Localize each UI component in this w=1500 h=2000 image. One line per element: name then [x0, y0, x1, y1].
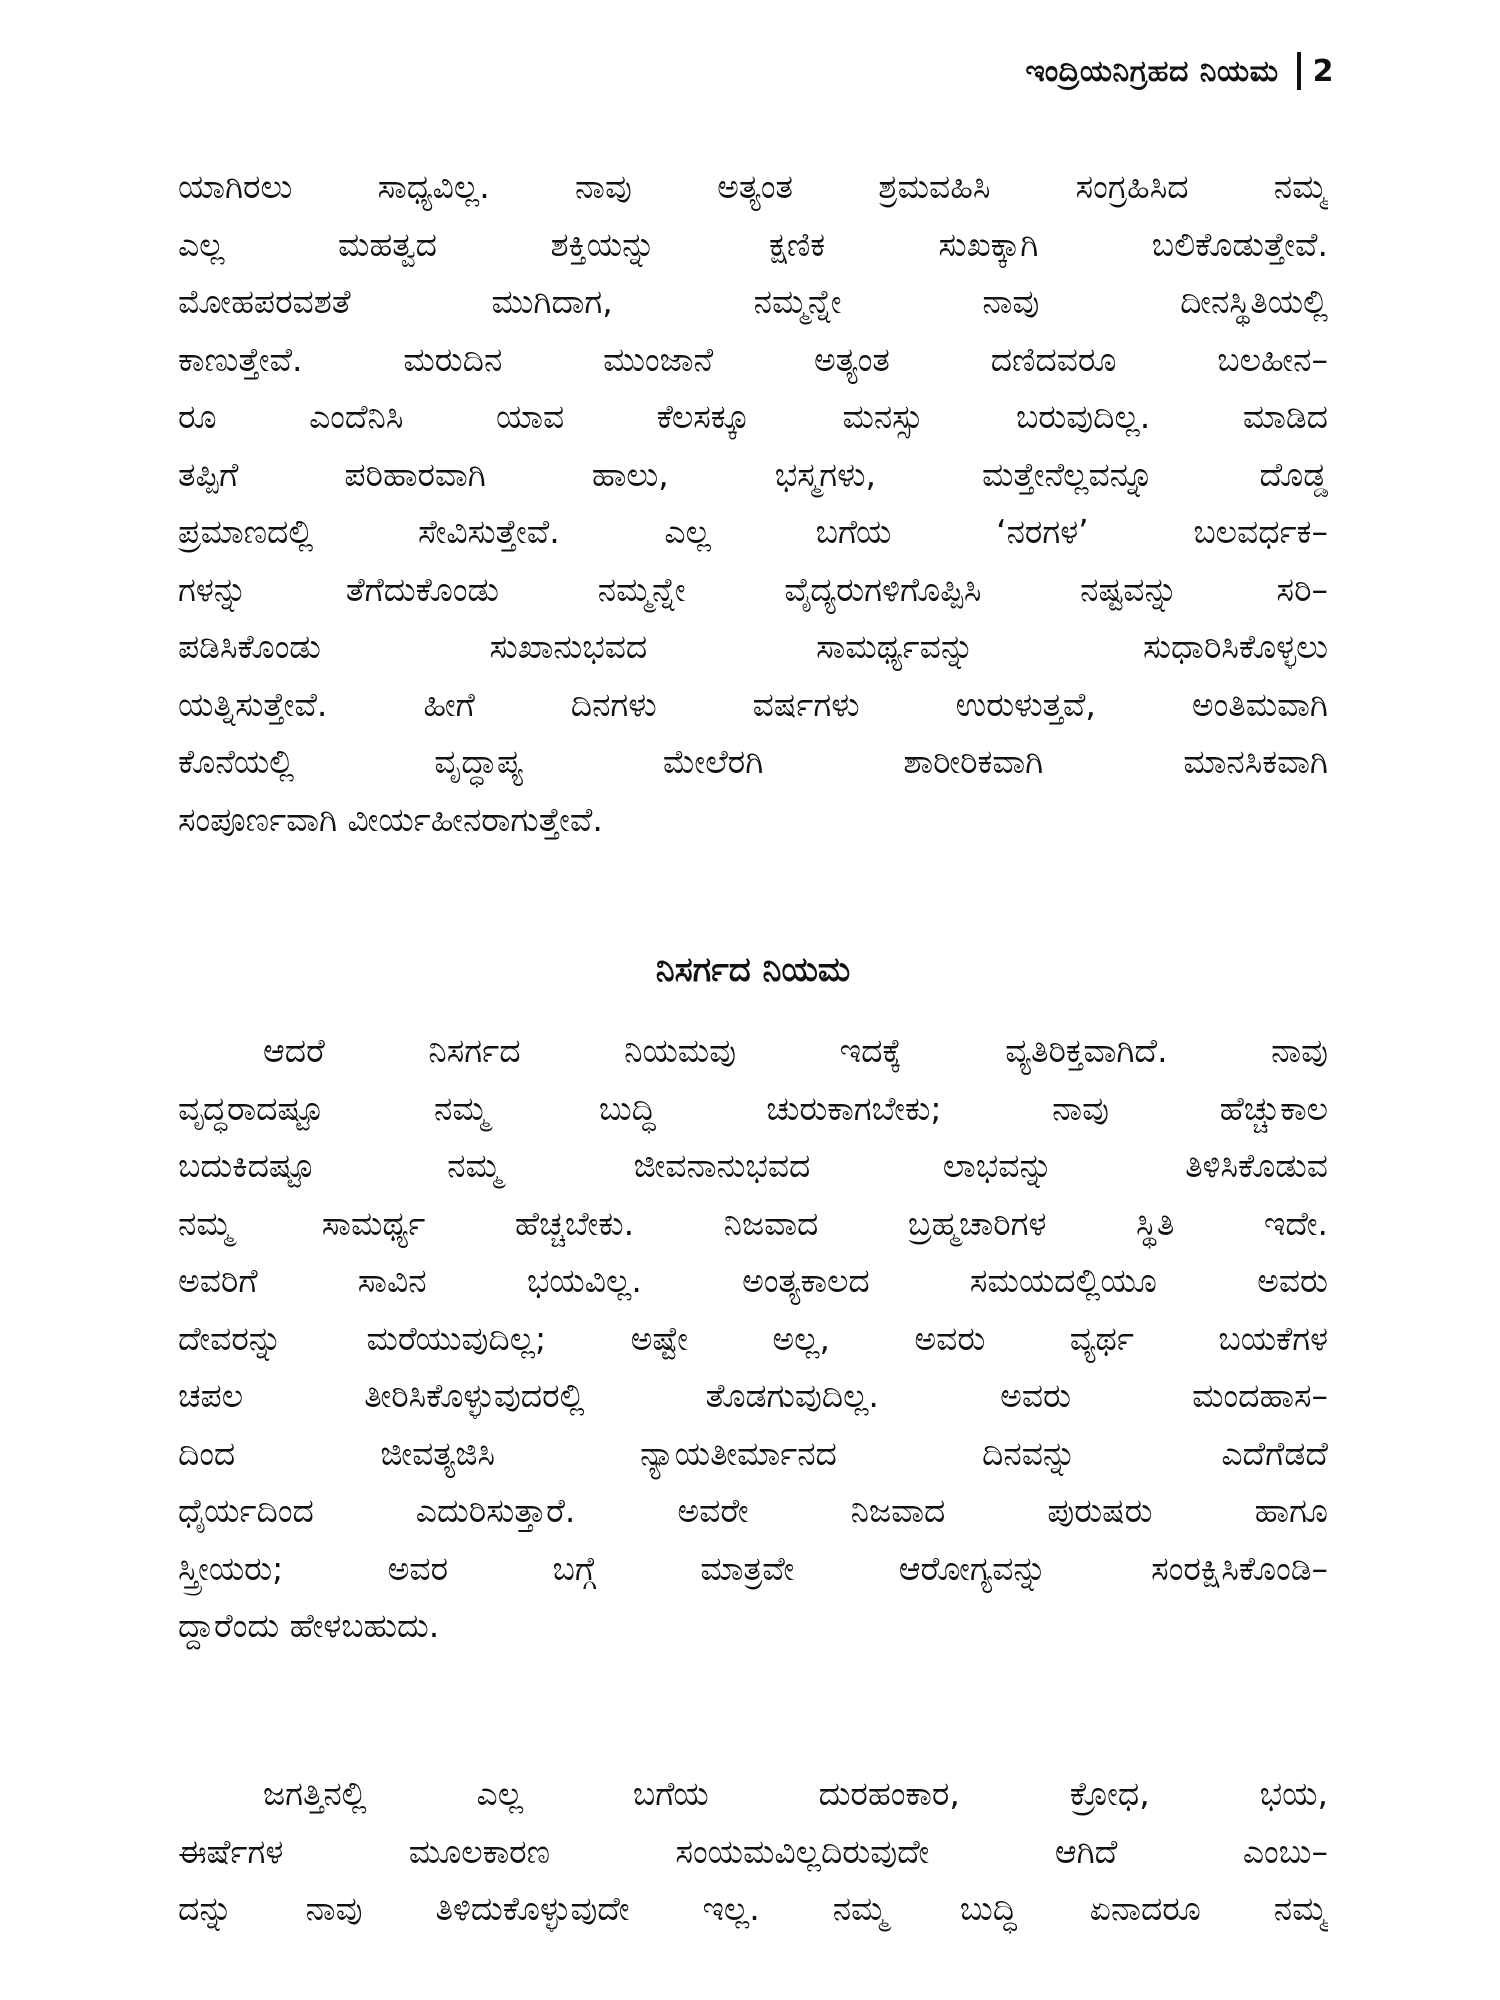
text-line: ಅವರಿಗೆ ಸಾವಿನ ಭಯವಿಲ್ಲ. ಅಂತ್ಯಕಾಲದ ಸಮಯದಲ್ಲಿಯೂ ಅವರು [178, 1261, 1328, 1300]
text-line: ದಿಂದ ಜೀವತ್ಯಜಿಸಿ ನ್ಯಾಯತೀರ್ಮಾನದ ದಿನವನ್ನು ಎದೆಗೆಡದೆ [178, 1433, 1328, 1473]
header-separator [1297, 52, 1301, 90]
text-line: ದ್ದಾರೆಂದು ಹೇಳಬಹುದು. [178, 1606, 440, 1645]
text-line: ರೂ ಎಂದೆನಿಸಿ ಯಾವ ಕೆಲಸಕ್ಕೂ ಮನಸ್ಸು ಬರುವುದಿಲ್ಲ. ಮಾಡಿದ [178, 397, 1328, 436]
text-line: ಆದರೆ ನಿಸರ್ಗದ ನಿಯಮವು ಇದಕ್ಕೆ ವ್ಯತಿರಿಕ್ತವಾಗಿದೆ. ನಾವು [263, 1031, 1328, 1070]
paragraph-3 [178, 1765, 1328, 1938]
page-number: 2 [1312, 53, 1334, 89]
text-line: ಧೈರ್ಯದಿಂದ ಎದುರಿಸುತ್ತಾರೆ. ಅವರೇ ನಿಜವಾದ ಪುರುಷರು ಹಾಗೂ [178, 1491, 1328, 1530]
text-line: ತಪ್ಪಿಗೆ ಪರಿಹಾರವಾಗಿ ಹಾಲು, ಭಸ್ಮಗಳು, ಮತ್ತೇನೆಲ್ಲವನ್ನೂ ದೊಡ್ಡ [178, 454, 1328, 494]
text-line: ನಮ್ಮ ಸಾಮರ್ಥ್ಯ ಹೆಚ್ಚಬೇಕು. ನಿಜವಾದ ಬ್ರಹ್ಮಚಾರಿಗಳ ಸ್ಥಿತಿ ಇದೇ. [178, 1203, 1328, 1243]
chapter-title: ಇಂದ್ರಿಯನಿಗ್ರಹದ ನಿಯಮ [1025, 53, 1279, 89]
running-header [1025, 52, 1334, 90]
section-heading: ನಿಸರ್ಗದ ನಿಯಮ [655, 950, 851, 990]
text-line: ಪ್ರಮಾಣದಲ್ಲಿ ಸೇವಿಸುತ್ತೇವೆ. ಎಲ್ಲ ಬಗೆಯ ‘ನರಗಳ’ ಬಲವರ್ಧಕ– [178, 512, 1328, 551]
text-line: ಗಳನ್ನು ತೆಗೆದುಕೊಂಡು ನಮ್ಮನ್ನೇ ವೈದ್ಯರುಗಳಿಗೊಪ್ಪಿಸಿ ನಷ್ಟವನ್ನು ಸರಿ– [178, 569, 1328, 609]
text-line: ಈರ್ಷೆಗಳ ಮೂಲಕಾರಣ ಸಂಯಮವಿಲ್ಲದಿರುವುದೇ ಆಗಿದೆ ಎಂಬು– [178, 1831, 1328, 1871]
text-line: ಸ್ತ್ರೀಯರು; ಅವರ ಬಗ್ಗೆ ಮಾತ್ರವೇ ಆರೋಗ್ಯವನ್ನು ಸಂರಕ್ಷಿಸಿಕೊಂಡಿ– [178, 1548, 1328, 1588]
text-line: ದೇವರನ್ನು ಮರೆಯುವುದಿಲ್ಲ; ಅಷ್ಟೇ ಅಲ್ಲ, ಅವರು ವ್ಯರ್ಥ ಬಯಕೆಗಳ [178, 1318, 1328, 1358]
paragraph-1 [178, 158, 1328, 848]
text-line: ಮೋಹಪರವಶತೆ ಮುಗಿದಾಗ, ನಮ್ಮನ್ನೇ ನಾವು ದೀನಸ್ಥಿತಿಯಲ್ಲಿ [178, 282, 1328, 321]
text-line: ವೃದ್ಧರಾದಷ್ಟೂ ನಮ್ಮ ಬುದ್ಧಿ ಚುರುಕಾಗಬೇಕು; ನಾವು ಹೆಚ್ಚುಕಾಲ [178, 1088, 1328, 1128]
text-line: ಎಲ್ಲ ಮಹತ್ವದ ಶಕ್ತಿಯನ್ನು ಕ್ಷಣಿಕ ಸುಖಕ್ಕಾಗಿ ಬಲಿಕೊಡುತ್ತೇವೆ. [178, 224, 1328, 264]
text-line: ಬದುಕಿದಷ್ಟೂ ನಮ್ಮ ಜೀವನಾನುಭವದ ಲಾಭವನ್ನು ತಿಳಿಸಿಕೊಡುವ [178, 1146, 1328, 1185]
text-line: ಯತ್ನಿಸುತ್ತೇವೆ. ಹೀಗೆ ದಿನಗಳು ವರ್ಷಗಳು ಉರುಳುತ್ತವೆ, ಅಂತಿಮವಾಗಿ [178, 684, 1328, 724]
text-line: ಚಪಲ ತೀರಿಸಿಕೊಳ್ಳುವುದರಲ್ಲಿ ತೊಡಗುವುದಿಲ್ಲ. ಅವರು ಮಂದಹಾಸ– [178, 1376, 1328, 1415]
text-line: ದನ್ನು ನಾವು ತಿಳಿದುಕೊಳ್ಳುವುದೇ ಇಲ್ಲ. ನಮ್ಮ ಬುದ್ಧಿ ಏನಾದರೂ ನಮ್ಮ [178, 1889, 1328, 1928]
text-line: ಪಡಿಸಿಕೊಂಡು ಸುಖಾನುಭವದ ಸಾಮರ್ಥ್ಯವನ್ನು ಸುಧಾರಿಸಿಕೊಳ್ಳಲು [178, 627, 1328, 666]
paragraph-2 [178, 1022, 1328, 1655]
text-line: ಕಾಣುತ್ತೇವೆ. ಮರುದಿನ ಮುಂಜಾನೆ ಅತ್ಯಂತ ದಣಿದವರೂ ಬಲಹೀನ– [178, 339, 1328, 379]
text-line: ಜಗತ್ತಿನಲ್ಲಿ ಎಲ್ಲ ಬಗೆಯ ದುರಹಂಕಾರ, ಕ್ರೋಧ, ಭಯ, [263, 1774, 1328, 1813]
text-line: ಯಾಗಿರಲು ಸಾಧ್ಯವಿಲ್ಲ. ನಾವು ಅತ್ಯಂತ ಶ್ರಮವಹಿಸಿ ಸಂಗ್ರಹಿಸಿದ ನಮ್ಮ [178, 167, 1328, 206]
text-line: ಕೊನೆಯಲ್ಲಿ ವೃದ್ಧಾಪ್ಯ ಮೇಲೆರಗಿ ಶಾರೀರಿಕವಾಗಿ ಮಾನಸಿಕವಾಗಿ [178, 742, 1328, 781]
text-line: ಸಂಪೂರ್ಣವಾಗಿ ವೀರ್ಯಹೀನರಾಗುತ್ತೇವೆ. [178, 799, 603, 839]
